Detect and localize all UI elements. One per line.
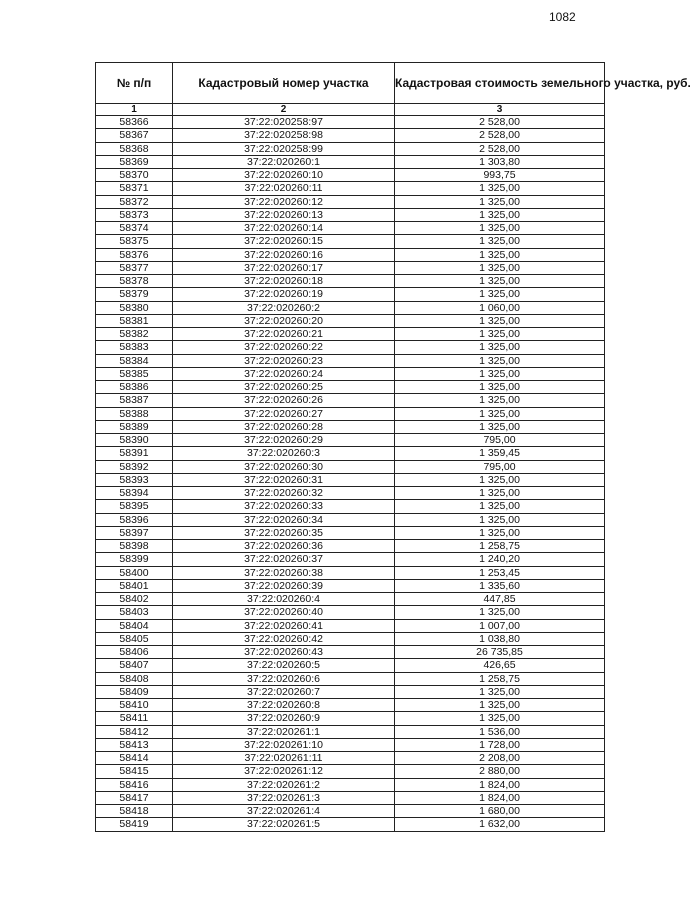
cadastral-value: 1 240,20 [395, 553, 605, 566]
table-row [96, 699, 605, 712]
cadastral-number: 37:22:020260:14 [173, 222, 395, 235]
cadastral-number: 37:22:020260:29 [173, 434, 395, 447]
cadastral-number: 37:22:020260:23 [173, 354, 395, 367]
row-number: 58413 [96, 738, 173, 751]
cadastral-value: 1 680,00 [395, 805, 605, 818]
table-row [96, 208, 605, 221]
table-row [96, 606, 605, 619]
table-row [96, 460, 605, 473]
cadastral-value: 1 325,00 [395, 606, 605, 619]
cadastral-value: 1 325,00 [395, 235, 605, 248]
cadastral-number: 37:22:020260:30 [173, 460, 395, 473]
row-number: 58382 [96, 328, 173, 341]
cadastral-number: 37:22:020260:16 [173, 248, 395, 261]
cadastral-value: 1 325,00 [395, 699, 605, 712]
column-number: 1 [96, 104, 173, 116]
cadastral-number: 37:22:020260:39 [173, 579, 395, 592]
table-row [96, 394, 605, 407]
row-number: 58385 [96, 367, 173, 380]
table-row [96, 712, 605, 725]
row-number: 58412 [96, 725, 173, 738]
row-number: 58370 [96, 169, 173, 182]
cadastral-value: 2 528,00 [395, 129, 605, 142]
table-row [96, 659, 605, 672]
column-number: 2 [173, 104, 395, 116]
cadastral-number: 37:22:020260:36 [173, 540, 395, 553]
row-number: 58381 [96, 314, 173, 327]
cadastral-number: 37:22:020261:12 [173, 765, 395, 778]
table-row [96, 235, 605, 248]
table-header-row [96, 63, 605, 104]
cadastral-value: 1 335,60 [395, 579, 605, 592]
table-row [96, 407, 605, 420]
table-row [96, 513, 605, 526]
cadastral-value: 1 325,00 [395, 381, 605, 394]
cadastral-number: 37:22:020260:19 [173, 288, 395, 301]
cadastral-number: 37:22:020260:13 [173, 208, 395, 221]
cadastral-number: 37:22:020261:1 [173, 725, 395, 738]
cadastral-value: 1 824,00 [395, 791, 605, 804]
cadastral-number: 37:22:020260:6 [173, 672, 395, 685]
row-number: 58367 [96, 129, 173, 142]
cadastral-number: 37:22:020260:40 [173, 606, 395, 619]
row-number: 58397 [96, 526, 173, 539]
cadastral-value: 1 325,00 [395, 487, 605, 500]
row-number: 58386 [96, 381, 173, 394]
cadastral-number: 37:22:020260:42 [173, 632, 395, 645]
table-row [96, 341, 605, 354]
table-row [96, 155, 605, 168]
cadastral-value: 1 325,00 [395, 500, 605, 513]
cadastral-value: 1 632,00 [395, 818, 605, 831]
cadastral-number: 37:22:020260:27 [173, 407, 395, 420]
table-row [96, 805, 605, 818]
cadastral-number: 37:22:020260:20 [173, 314, 395, 327]
cadastral-number: 37:22:020260:3 [173, 447, 395, 460]
table-row [96, 672, 605, 685]
row-number: 58402 [96, 593, 173, 606]
cadastral-value: 1 325,00 [395, 473, 605, 486]
cadastral-value: 1 325,00 [395, 341, 605, 354]
row-number: 58371 [96, 182, 173, 195]
row-number: 58392 [96, 460, 173, 473]
row-number: 58377 [96, 261, 173, 274]
cadastral-value: 1 728,00 [395, 738, 605, 751]
cadastral-number: 37:22:020260:17 [173, 261, 395, 274]
cadastral-number: 37:22:020260:43 [173, 646, 395, 659]
cadastral-number: 37:22:020261:5 [173, 818, 395, 831]
cadastral-number: 37:22:020260:11 [173, 182, 395, 195]
row-number: 58411 [96, 712, 173, 725]
cadastral-number: 37:22:020260:12 [173, 195, 395, 208]
row-number: 58398 [96, 540, 173, 553]
table-row [96, 646, 605, 659]
cadastral-value: 1 325,00 [395, 354, 605, 367]
row-number: 58376 [96, 248, 173, 261]
row-number: 58417 [96, 791, 173, 804]
table-row [96, 791, 605, 804]
cadastral-number: 37:22:020260:35 [173, 526, 395, 539]
cadastral-value: 1 325,00 [395, 195, 605, 208]
cadastral-number: 37:22:020260:32 [173, 487, 395, 500]
row-number: 58414 [96, 752, 173, 765]
cadastral-number: 37:22:020260:41 [173, 619, 395, 632]
table-row [96, 566, 605, 579]
cadastral-number: 37:22:020260:18 [173, 275, 395, 288]
table-row [96, 328, 605, 341]
cadastral-value: 447,85 [395, 593, 605, 606]
cadastral-value: 1 325,00 [395, 685, 605, 698]
cadastral-number: 37:22:020260:10 [173, 169, 395, 182]
table-row [96, 116, 605, 129]
cadastral-value: 1 325,00 [395, 394, 605, 407]
cadastral-value: 1 303,80 [395, 155, 605, 168]
cadastral-value: 2 880,00 [395, 765, 605, 778]
cadastral-value: 1 325,00 [395, 182, 605, 195]
cadastral-value: 2 208,00 [395, 752, 605, 765]
table-row [96, 129, 605, 142]
table-row [96, 222, 605, 235]
table-row [96, 725, 605, 738]
column-number: 3 [395, 104, 605, 116]
table-row [96, 738, 605, 751]
cadastral-value: 2 528,00 [395, 142, 605, 155]
cadastral-number: 37:22:020260:2 [173, 301, 395, 314]
cadastral-number: 37:22:020260:37 [173, 553, 395, 566]
cadastral-number: 37:22:020260:1 [173, 155, 395, 168]
cadastral-value-table [95, 62, 691, 832]
row-number: 58395 [96, 500, 173, 513]
table-row [96, 248, 605, 261]
table-row [96, 619, 605, 632]
row-number: 58408 [96, 672, 173, 685]
table-row [96, 579, 605, 592]
cadastral-number: 37:22:020258:98 [173, 129, 395, 142]
table-row [96, 420, 605, 433]
cadastral-number: 37:22:020260:15 [173, 235, 395, 248]
row-number: 58416 [96, 778, 173, 791]
row-number: 58387 [96, 394, 173, 407]
table-row [96, 182, 605, 195]
row-number: 58401 [96, 579, 173, 592]
cadastral-value: 1 325,00 [395, 328, 605, 341]
table-row [96, 778, 605, 791]
row-number: 58380 [96, 301, 173, 314]
cadastral-number: 37:22:020261:10 [173, 738, 395, 751]
cadastral-number: 37:22:020261:4 [173, 805, 395, 818]
cadastral-value: 1 325,00 [395, 420, 605, 433]
row-number: 58405 [96, 632, 173, 645]
cadastral-value: 1 325,00 [395, 513, 605, 526]
page-number: 1082 [549, 10, 576, 24]
row-number: 58415 [96, 765, 173, 778]
table-row [96, 526, 605, 539]
row-number: 58406 [96, 646, 173, 659]
table-row [96, 261, 605, 274]
row-number: 58378 [96, 275, 173, 288]
cadastral-value: 1 325,00 [395, 222, 605, 235]
cadastral-number: 37:22:020261:2 [173, 778, 395, 791]
row-number: 58394 [96, 487, 173, 500]
cadastral-number: 37:22:020260:8 [173, 699, 395, 712]
table-row [96, 540, 605, 553]
cadastral-number: 37:22:020260:4 [173, 593, 395, 606]
row-number: 58399 [96, 553, 173, 566]
cadastral-value: 1 325,00 [395, 248, 605, 261]
row-number: 58409 [96, 685, 173, 698]
cadastral-value: 1 325,00 [395, 208, 605, 221]
cadastral-value: 1 325,00 [395, 314, 605, 327]
table-body [96, 116, 605, 832]
cadastral-number: 37:22:020260:31 [173, 473, 395, 486]
cadastral-value: 1 007,00 [395, 619, 605, 632]
row-number: 58389 [96, 420, 173, 433]
table-row [96, 593, 605, 606]
row-number: 58418 [96, 805, 173, 818]
table-row [96, 142, 605, 155]
cadastral-value: 1 325,00 [395, 275, 605, 288]
row-number: 58366 [96, 116, 173, 129]
table-row [96, 275, 605, 288]
row-number: 58374 [96, 222, 173, 235]
cadastral-number: 37:22:020260:33 [173, 500, 395, 513]
row-number: 58375 [96, 235, 173, 248]
table-row [96, 752, 605, 765]
table-row [96, 367, 605, 380]
table-row [96, 314, 605, 327]
table-row [96, 434, 605, 447]
cadastral-value: 1 325,00 [395, 526, 605, 539]
table-row [96, 500, 605, 513]
cadastral-value: 1 325,00 [395, 261, 605, 274]
table-row [96, 354, 605, 367]
table-row [96, 473, 605, 486]
header-number: № п/п [96, 63, 173, 104]
row-number: 58396 [96, 513, 173, 526]
cadastral-number: 37:22:020260:5 [173, 659, 395, 672]
cadastral-number: 37:22:020260:26 [173, 394, 395, 407]
row-number: 58393 [96, 473, 173, 486]
header-cadastral-value: Кадастровая стоимость земельного участка, руб. [395, 63, 605, 104]
row-number: 58391 [96, 447, 173, 460]
cadastral-value: 1 258,75 [395, 672, 605, 685]
column-number-row [96, 104, 605, 116]
row-number: 58368 [96, 142, 173, 155]
table-row [96, 288, 605, 301]
table-row [96, 487, 605, 500]
cadastral-value: 1 536,00 [395, 725, 605, 738]
cadastral-number: 37:22:020260:21 [173, 328, 395, 341]
cadastral-value: 1 038,80 [395, 632, 605, 645]
cadastral-value: 993,75 [395, 169, 605, 182]
cadastral-number: 37:22:020261:11 [173, 752, 395, 765]
cadastral-number: 37:22:020258:99 [173, 142, 395, 155]
cadastral-number: 37:22:020260:24 [173, 367, 395, 380]
table-row [96, 685, 605, 698]
row-number: 58390 [96, 434, 173, 447]
cadastral-value: 795,00 [395, 434, 605, 447]
cadastral-value: 1 325,00 [395, 407, 605, 420]
cadastral-value: 1 824,00 [395, 778, 605, 791]
row-number: 58403 [96, 606, 173, 619]
row-number: 58379 [96, 288, 173, 301]
table-row [96, 381, 605, 394]
row-number: 58384 [96, 354, 173, 367]
cadastral-number: 37:22:020260:9 [173, 712, 395, 725]
table-row [96, 818, 605, 831]
cadastral-value: 2 528,00 [395, 116, 605, 129]
cadastral-value: 1 258,75 [395, 540, 605, 553]
cadastral-number: 37:22:020260:25 [173, 381, 395, 394]
row-number: 58419 [96, 818, 173, 831]
cadastral-value: 1 325,00 [395, 367, 605, 380]
row-number: 58404 [96, 619, 173, 632]
table-row [96, 169, 605, 182]
table-row [96, 301, 605, 314]
header-cadastral-number: Кадастровый номер участка [173, 63, 395, 104]
cadastral-number: 37:22:020260:38 [173, 566, 395, 579]
cadastral-value: 426,65 [395, 659, 605, 672]
table-row [96, 632, 605, 645]
row-number: 58388 [96, 407, 173, 420]
cadastral-number: 37:22:020260:28 [173, 420, 395, 433]
cadastral-value: 1 060,00 [395, 301, 605, 314]
cadastral-value: 1 325,00 [395, 288, 605, 301]
cadastral-value: 795,00 [395, 460, 605, 473]
cadastral-number: 37:22:020258:97 [173, 116, 395, 129]
row-number: 58369 [96, 155, 173, 168]
cadastral-value: 1 359,45 [395, 447, 605, 460]
row-number: 58383 [96, 341, 173, 354]
row-number: 58373 [96, 208, 173, 221]
row-number: 58410 [96, 699, 173, 712]
table-row [96, 553, 605, 566]
cadastral-number: 37:22:020260:22 [173, 341, 395, 354]
row-number: 58407 [96, 659, 173, 672]
cadastral-value: 1 325,00 [395, 712, 605, 725]
table-row [96, 765, 605, 778]
cadastral-value: 26 735,85 [395, 646, 605, 659]
row-number: 58372 [96, 195, 173, 208]
cadastral-number: 37:22:020260:7 [173, 685, 395, 698]
cadastral-value: 1 253,45 [395, 566, 605, 579]
row-number: 58400 [96, 566, 173, 579]
table-row [96, 195, 605, 208]
table-row [96, 447, 605, 460]
cadastral-number: 37:22:020260:34 [173, 513, 395, 526]
cadastral-number: 37:22:020261:3 [173, 791, 395, 804]
